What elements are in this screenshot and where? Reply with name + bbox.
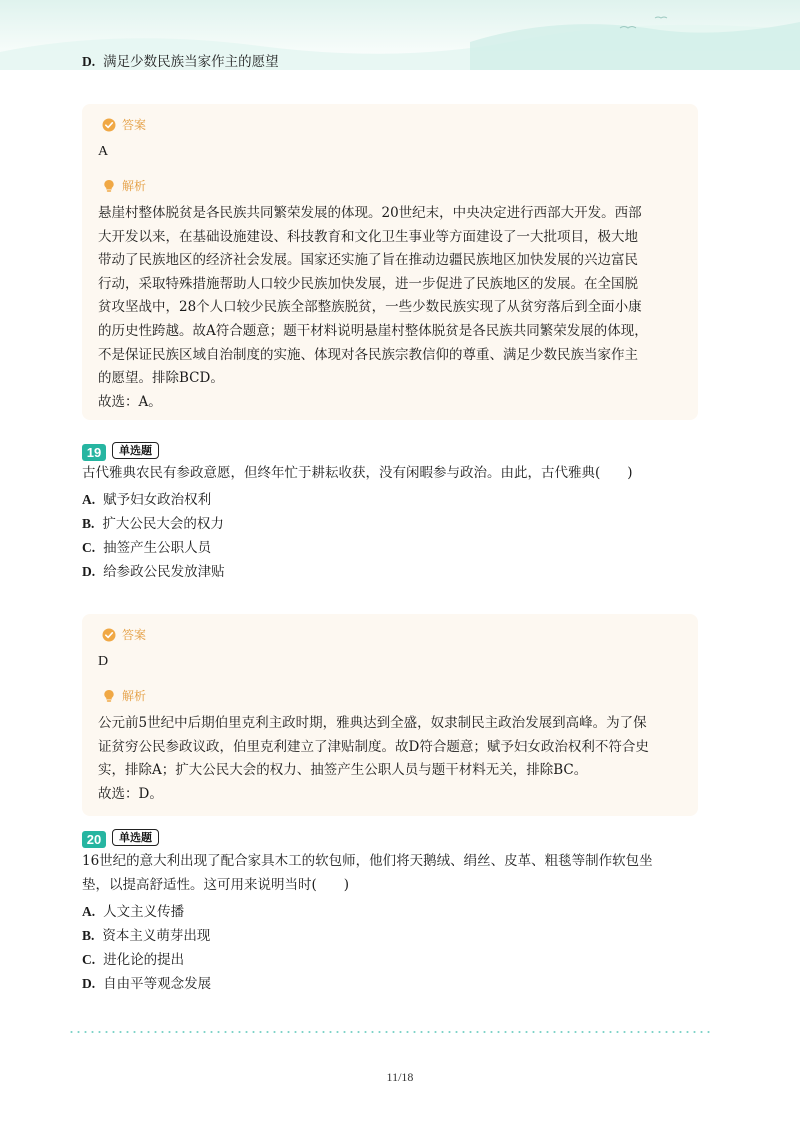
option-letter: D. bbox=[82, 976, 96, 991]
question-number-badge: 20 bbox=[82, 831, 106, 848]
option-letter: C. bbox=[82, 540, 96, 555]
option-a bbox=[82, 902, 184, 922]
option-a bbox=[82, 490, 211, 510]
answer-value: A bbox=[98, 144, 109, 159]
option-text: 抽签产生公职人员 bbox=[103, 540, 212, 556]
option-letter: D. bbox=[82, 54, 96, 69]
lightbulb-icon bbox=[102, 179, 116, 193]
analysis-line: 带动了民族地区的经济社会发展。国家还实施了旨在推动边疆民族地区加快发展的兴边富民 bbox=[98, 252, 638, 269]
analysis-line: 不是保证民族区域自治制度的实施、体现对各民族宗教信仰的尊重、满足少数民族当家作主 bbox=[98, 346, 638, 363]
option-c bbox=[82, 538, 211, 558]
analysis-label: 解析 bbox=[122, 179, 147, 193]
lightbulb-icon bbox=[102, 689, 116, 703]
analysis-label: 解析 bbox=[122, 689, 147, 703]
analysis-line: 贫攻坚战中，28个人口较少民族全部整族脱贫，一些少数民族实现了从贫穷落后到全面小康 bbox=[98, 299, 642, 316]
option-c bbox=[82, 950, 184, 970]
option-text: 进化论的提出 bbox=[103, 952, 185, 968]
answer-value: D bbox=[98, 654, 109, 669]
answer-heading bbox=[102, 117, 146, 133]
option-text: 扩大公民大会的权力 bbox=[102, 516, 224, 532]
option-letter: A. bbox=[82, 904, 96, 919]
option-d bbox=[82, 974, 211, 994]
check-badge-icon bbox=[102, 118, 116, 132]
question-stem-line: 垫，以提高舒适性。这可用来说明当时( ) bbox=[82, 877, 350, 893]
option-d bbox=[82, 562, 225, 582]
option-b bbox=[82, 514, 224, 534]
analysis-line: 证贫穷公民参政议政，伯里克利建立了津贴制度。故D符合题意；赋予妇女政治权利不符合史 bbox=[98, 738, 649, 755]
answer-heading bbox=[102, 627, 146, 643]
analysis-line: 行动，采取特殊措施帮助人口较少民族加快发展，进一步促进了民族地区的发展。在全国脱 bbox=[98, 275, 638, 292]
option-d bbox=[82, 52, 279, 72]
question-type-tag: 单选题 bbox=[112, 442, 159, 459]
option-text: 赋予妇女政治权利 bbox=[103, 492, 212, 508]
option-text: 人文主义传播 bbox=[103, 904, 185, 920]
check-badge-icon bbox=[102, 628, 116, 642]
answer-label: 答案 bbox=[122, 118, 147, 132]
option-text: 满足少数民族当家作主的愿望 bbox=[103, 54, 279, 70]
analysis-line: 悬崖村整体脱贫是各民族共同繁荣发展的体现。20世纪末，中央决定进行西部大开发。西部 bbox=[98, 205, 642, 221]
option-letter: B. bbox=[82, 516, 95, 531]
analysis-line: 的历史性跨越。故A符合题意；题干材料说明悬崖村整体脱贫是各民族共同繁荣发展的体现， bbox=[98, 322, 648, 339]
answer-card bbox=[82, 104, 698, 420]
analysis-text bbox=[98, 712, 686, 806]
footer-divider bbox=[68, 1031, 710, 1033]
analysis-line: 实，排除A；扩大公民大会的权力、抽签产生公职人员与题干材料无关，排除BC。 bbox=[98, 762, 588, 779]
option-text: 自由平等观念发展 bbox=[103, 976, 212, 992]
analysis-line: 公元前5世纪中后期伯里克利主政时期，雅典达到全盛，奴隶制民主政治发展到高峰。为了保 bbox=[98, 715, 647, 731]
question-number-badge: 19 bbox=[82, 444, 106, 461]
page-number: 11/18 bbox=[386, 1070, 414, 1084]
question-type-tag: 单选题 bbox=[112, 829, 159, 846]
option-letter: B. bbox=[82, 928, 95, 943]
analysis-line: 大开发以来，在基础设施建设、科技教育和文化卫生事业等方面建设了一大批项目，极大地 bbox=[98, 228, 638, 245]
option-text: 资本主义萌芽出现 bbox=[102, 928, 211, 944]
answer-label: 答案 bbox=[122, 628, 147, 642]
question-stem bbox=[82, 849, 682, 897]
analysis-heading bbox=[102, 688, 146, 704]
analysis-text bbox=[98, 202, 686, 414]
option-b bbox=[82, 926, 210, 946]
analysis-line: 的愿望。排除BCD。 bbox=[98, 370, 224, 387]
answer-card bbox=[82, 614, 698, 816]
analysis-line: 故选：D。 bbox=[98, 785, 163, 802]
option-letter: A. bbox=[82, 492, 96, 507]
option-letter: C. bbox=[82, 952, 96, 967]
question-stem: 古代雅典农民有参政意愿，但终年忙于耕耘收获，没有闲暇参与政治。由此，古代雅典( ) bbox=[82, 465, 633, 481]
option-text: 给参政公民发放津贴 bbox=[103, 564, 225, 580]
analysis-heading bbox=[102, 178, 146, 194]
question-stem-line: 16世纪的意大利出现了配合家具木工的软包师，他们将天鹅绒、绢丝、皮革、粗毯等制作软包坐 bbox=[82, 853, 653, 869]
analysis-line: 故选：A。 bbox=[98, 393, 162, 410]
option-letter: D. bbox=[82, 564, 96, 579]
